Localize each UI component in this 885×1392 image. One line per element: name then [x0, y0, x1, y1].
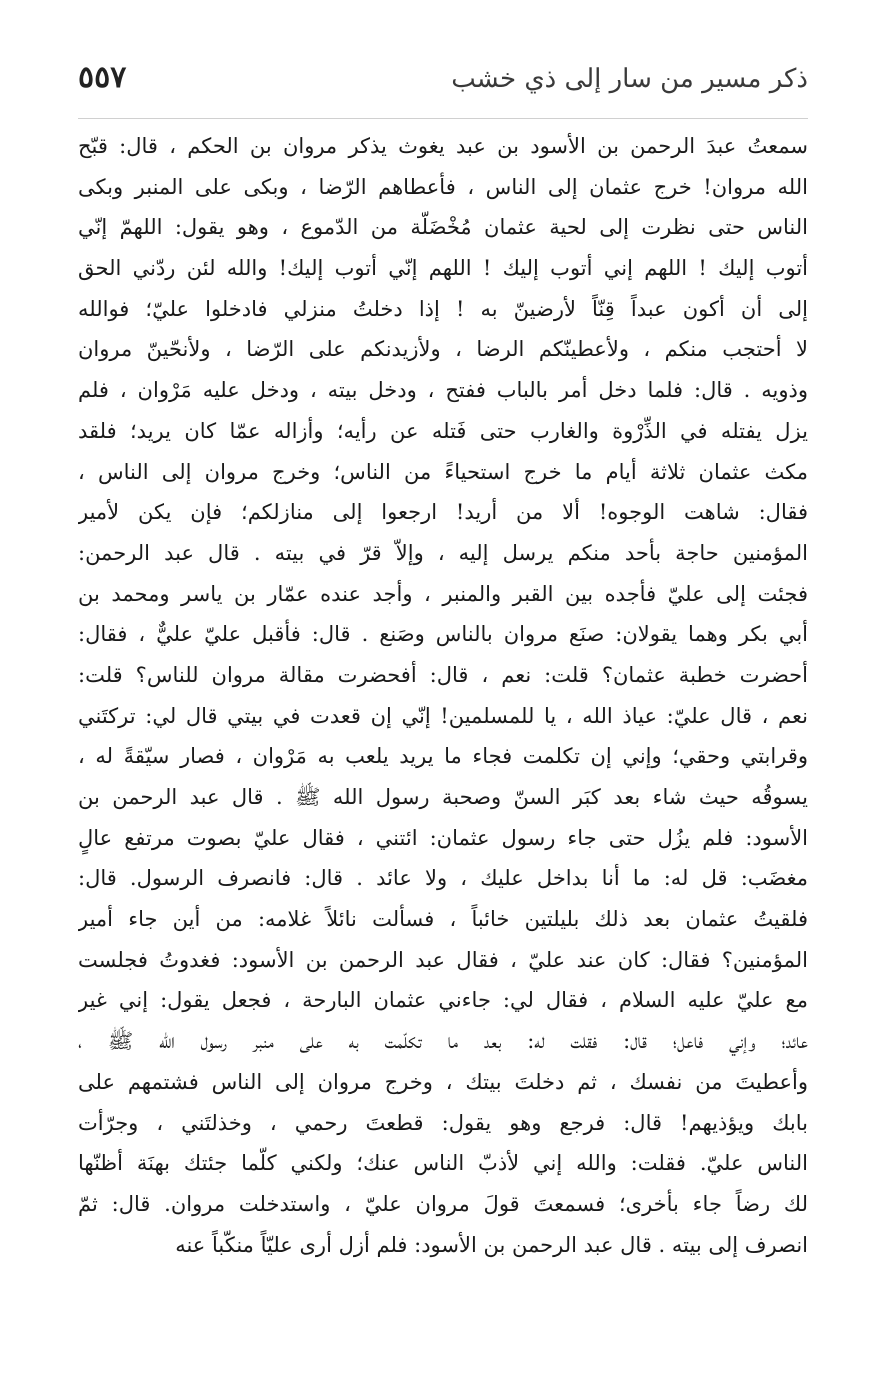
- text-line: أتوب إليك ! اللهم إني أتوب إليك ! اللهم إنّي أتوب إليك! والله لئن ردّني الحق: [78, 256, 808, 281]
- text-line: الناس حتى نظرت إلى لحية عثمان مُخْضَلّة من الدّموع ، وهو يقول: اللهمّ إنّي: [78, 215, 808, 240]
- text-line: انصرف إلى بيته . قال عبد الرحمن بن الأسود: فلم أزل أرى عليّاً منكّباً عنه: [175, 1232, 808, 1257]
- text-line: عائد؛ وإني فاعل؛ قال: فقلت له: بعد ما تكلّمت به على منبر رسول الله ﷺ ،: [78, 1029, 808, 1054]
- text-line: مغضَب: قل له: ما أنا بداخل عليك ، ولا عائد . قال: فانصرف الرسول. قال:: [78, 866, 808, 891]
- text-line: يسوقُه حيث شاء بعد كبَر السنّ وصحبة رسول الله ﷺ . قال عبد الرحمن بن: [78, 785, 808, 809]
- text-line: فجئت إلى عليّ فأجده بين القبر والمنبر ، وأجد عنده عمّار بن ياسر ومحمد بن: [78, 581, 808, 606]
- text-line: سمعتُ عبدَ الرحمن بن الأسود بن عبد يغوث يذكر مروان بن الحكم ، قال: قبّح: [78, 134, 808, 158]
- text-line: فقال: شاهت الوجوه! ألا من أريد! ارجعوا إلى منازلكم؛ فإن يكن لأمير: [78, 500, 808, 525]
- text-line: لا أحتجب منكم ، ولأعطينّكم الرضا ، ولأزيدنكم على الرّضا ، ولأنحّينّ مروان: [78, 337, 808, 362]
- text-line: لك رضاً جاء بأخرى؛ فسمعتَ قولَ مروان عليّ ، واستدخلت مروان. قال: ثمّ: [78, 1191, 808, 1216]
- text-line: مكث عثمان ثلاثة أيام ما خرج استحياءً من الناس؛ وخرج مروان إلى الناس ،: [78, 459, 808, 484]
- text-line: مع عليّ عليه السلام ، فقال لي: جاءني عثمان البارحة ، فجعل يقول: إني غير: [78, 988, 808, 1013]
- text-line: يزل يفتله في الذِّرْوة والغارب حتى فَتله عن رأيه؛ وأزاله عمّا كان يريد؛ فلقد: [78, 418, 808, 443]
- text-line: بابك ويؤذيهم! قال: فرجع وهو يقول: قطعتَ رحمي ، وخذلتَني ، وجرّأت: [78, 1110, 808, 1135]
- page-header: [78, 56, 808, 116]
- page-number: ٥٥٧: [78, 60, 127, 95]
- text-line: الناس عليّ. فقلت: والله إني لأذبّ الناس عنك؛ ولكني كلّما جئتك بهنَة أظنّها: [78, 1151, 808, 1176]
- header-divider: [78, 118, 808, 119]
- text-line: فلقيتُ عثمان بعد ذلك بليلتين خائباً ، فسألت نائلاً غلامه: من أين جاء أمير: [78, 907, 808, 932]
- text-line: وأعطيتَ من نفسك ، ثم دخلتَ بيتك ، وخرج مروان إلى الناس فشتمهم على: [78, 1069, 808, 1094]
- body-text: [78, 126, 808, 1265]
- running-title: ذكر مسير من سار إلى ذي خشب: [451, 64, 808, 94]
- text-line: الله مروان! خرج عثمان إلى الناس ، فأعطاهم الرّضا ، وبكى على المنبر وبكى: [78, 174, 808, 199]
- text-line: وذويه . قال: فلما دخل أمر بالباب ففتح ، ودخل بيته ، ودخل عليه مَرْوان ، فلم: [78, 378, 808, 403]
- text-line: المؤمنين حاجة بأحد منكم يرسل إليه ، وإلاّ قرّ في بيته . قال عبد الرحمن:: [78, 540, 808, 565]
- text-line: أبي بكر وهما يقولان: صنَع مروان بالناس وصَنع . قال: فأقبل عليّ عليٌّ ، فقال:: [78, 622, 808, 647]
- text-line: إلى أن أكون عبداً قِنّاً لأرضينّ به ! إذا دخلتُ منزلي فادخلوا عليّ؛ فوالله: [78, 296, 808, 321]
- text-line: وقرابتي وحقي؛ وإني إن تكلمت فجاء ما يريد يلعب به مَرْوان ، فصار سيّقةً له ،: [78, 744, 808, 769]
- text-line: الأسود: فلم يزُل حتى جاء رسول عثمان: ائتني ، فقال عليّ بصوت مرتفع عالٍ: [78, 825, 808, 850]
- text-line: المؤمنين؟ فقال: كان عند عليّ ، فقال عبد الرحمن بن الأسود: فغدوتُ فجلست: [78, 947, 808, 972]
- text-line: نعم ، قال عليّ: عياذ الله ، يا للمسلمين! إنّي إن قعدت في بيتي قال لي: تركتَني: [78, 703, 808, 728]
- text-line: أحضرت خطبة عثمان؟ قلت: نعم ، قال: أفحضرت مقالة مروان للناس؟ قلت:: [78, 662, 808, 687]
